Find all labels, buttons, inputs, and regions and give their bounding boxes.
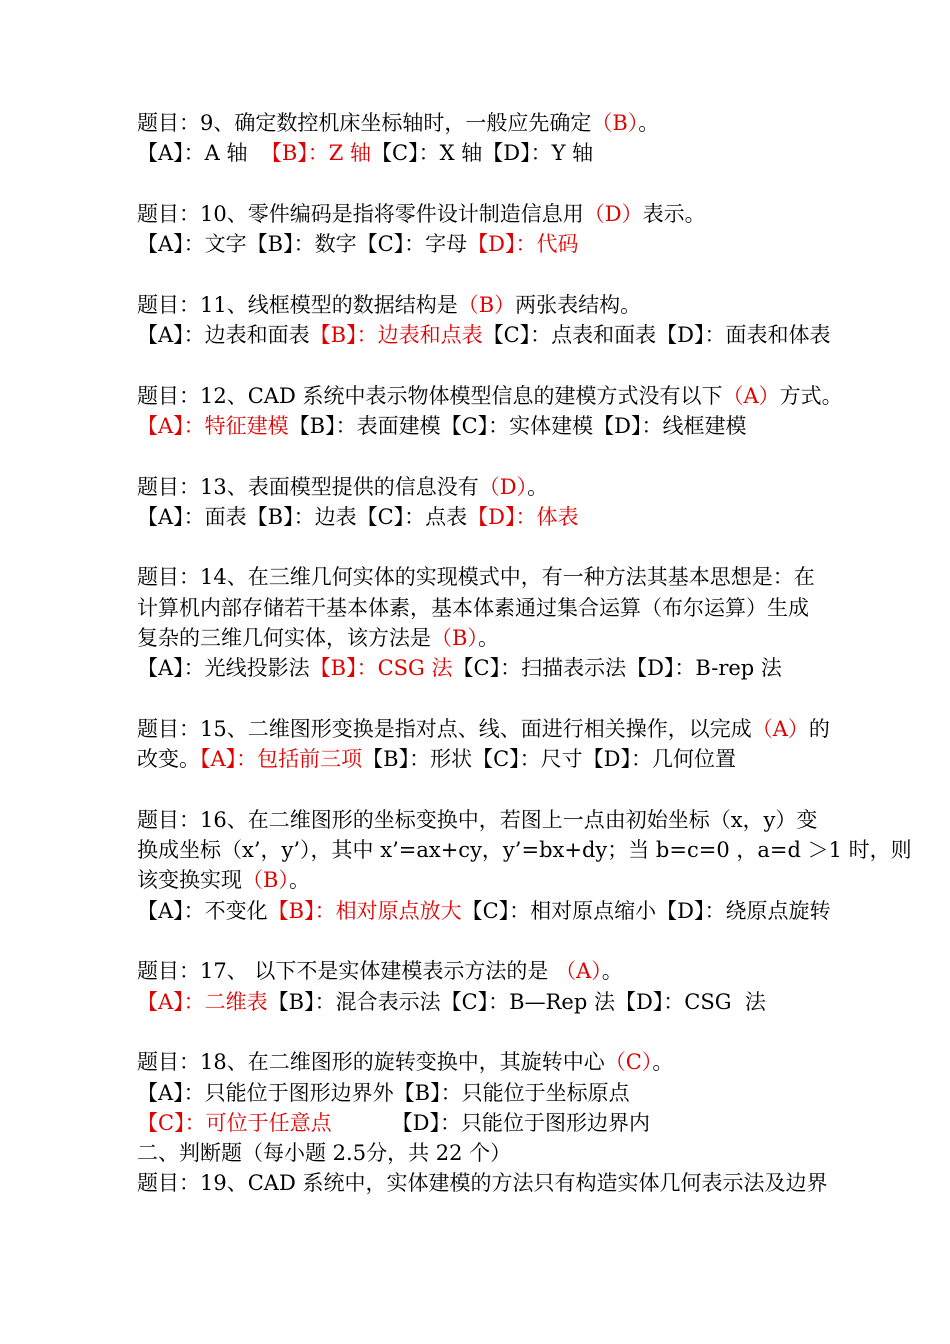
text-line <box>137 623 867 653</box>
answer-highlight: 【A】：特征建模 <box>137 413 289 438</box>
answer-highlight: （A） <box>751 716 809 741</box>
answer-highlight: 【A】：包括前三项 <box>200 747 363 772</box>
text-segment: 【C】：X 轴【D】：Y 轴 <box>371 141 594 166</box>
text-segment: 题目：16、在二维图形的坐标变换中，若图上一点由初始坐标（x，y）变 <box>137 807 818 832</box>
text-segment: 【A】：不变化 <box>137 898 268 923</box>
text-segment: 。 <box>652 1050 674 1075</box>
text-segment: 换成坐标（x’，y’），其中 x’=ax+cy，y’=bx+dy；当 b=c=0 ，a=d ＞1 时，则 <box>137 838 912 863</box>
text-segment: 【A】：只能位于图形边界外【B】：只能位于坐标原点 <box>137 1080 630 1105</box>
blank-line <box>137 775 867 805</box>
text-segment: 。 <box>638 111 660 135</box>
text-segment: 复杂的三维几何实体，该方法是 <box>137 626 431 651</box>
answer-highlight: （D） <box>478 474 528 499</box>
text-line <box>137 411 867 441</box>
text-line <box>137 744 867 774</box>
text-segment: 两张表结构。 <box>515 292 642 317</box>
text-segment: 【B】：表面建模【C】：实体建模【D】：线框建模 <box>288 413 747 438</box>
answer-highlight: 【B】：相对原点放大 <box>267 898 462 923</box>
text-segment: 【C】：扫描表示法【D】：B-rep 法 <box>452 656 782 681</box>
text-segment: 题目：17、 以下不是实体建模表示方法的是 <box>137 959 556 984</box>
answer-highlight: 【B】：Z 轴 <box>260 141 372 166</box>
blank-line <box>137 350 867 380</box>
text-line <box>137 1108 867 1138</box>
text-segment: 题目：13、表面模型提供的信息没有 <box>137 474 479 499</box>
answer-highlight: 【C】：可位于任意点 <box>137 1110 332 1135</box>
blank-line <box>137 926 867 956</box>
text-line <box>137 562 867 592</box>
text-segment: 二、判断题（每小题 2.5分，共 22 个） <box>137 1141 512 1166</box>
text-line <box>137 199 867 229</box>
text-line <box>137 381 867 411</box>
answer-highlight: （A） <box>555 959 602 984</box>
text-segment: 题目：10、零件编码是指将零件设计制造信息用 <box>137 201 584 226</box>
text-segment: 表示。 <box>642 201 706 226</box>
text-line <box>137 593 867 623</box>
text-line <box>137 1047 867 1077</box>
blank-line <box>137 169 867 199</box>
answer-highlight: （D） <box>583 201 643 226</box>
text-segment: 的 <box>808 716 830 741</box>
text-line <box>137 138 867 168</box>
blank-line <box>137 684 867 714</box>
text-segment: 【D】：只能位于图形边界内 <box>331 1110 650 1135</box>
text-line <box>137 1138 867 1168</box>
answer-highlight: （B） <box>242 868 289 893</box>
text-line <box>137 956 867 986</box>
text-segment: 【B】：形状【C】：尺寸【D】：几何位置 <box>362 747 737 772</box>
text-line <box>137 653 867 683</box>
text-line <box>137 1168 867 1198</box>
text-segment: 。 <box>477 626 499 651</box>
text-segment: 改变。 <box>137 747 200 772</box>
answer-highlight: 【D】：体表 <box>467 504 579 529</box>
text-segment: 。 <box>601 959 623 984</box>
text-line <box>137 987 867 1017</box>
text-segment: 。 <box>288 868 310 893</box>
blank-line <box>137 441 867 471</box>
text-line <box>137 229 867 259</box>
text-segment: 【C】：相对原点缩小【D】：绕原点旋转 <box>461 898 831 923</box>
text-segment: 【A】：面表【B】：边表【C】：点表 <box>137 504 468 529</box>
answer-highlight: （B） <box>431 626 478 651</box>
text-segment: 【B】：混合表示法【C】：B—Rep 法【D】：CSG 法 <box>267 989 766 1014</box>
text-segment: 【C】：点表和面表【D】：面表和体表 <box>482 323 831 348</box>
text-line <box>137 1078 867 1108</box>
text-line <box>137 835 912 865</box>
text-line <box>137 865 867 895</box>
text-line <box>137 502 867 532</box>
answer-highlight: （B） <box>457 292 516 317</box>
text-segment: 题目：19、CAD 系统中，实体建模的方法只有构造实体几何表示法及边界 <box>137 1171 828 1196</box>
text-segment: 题目：12、CAD 系统中表示物体模型信息的建模方式没有以下 <box>137 383 723 408</box>
text-segment: 题目：11、线框模型的数据结构是 <box>137 292 458 317</box>
text-line <box>137 108 867 138</box>
text-segment: 。 <box>527 474 549 499</box>
answer-highlight: （A） <box>722 383 780 408</box>
text-segment: 计算机内部存储若干基本体素，基本体素通过集合运算（布尔运算）生成 <box>137 595 809 620</box>
answer-highlight: 【B】：边表和点表 <box>309 323 483 348</box>
blank-line <box>137 532 867 562</box>
text-segment: 该变换实现 <box>137 868 242 893</box>
text-line <box>137 320 867 350</box>
text-segment: 题目：15、二维图形变换是指对点、线、面进行相关操作，以完成 <box>137 716 752 741</box>
document-page <box>137 108 912 1199</box>
text-line <box>137 714 867 744</box>
answer-highlight: 【D】：代码 <box>467 232 579 257</box>
answer-highlight: 【A】：二维表 <box>137 989 268 1014</box>
text-segment: 方式。 <box>779 383 843 408</box>
text-segment: 【A】：边表和面表 <box>137 323 310 348</box>
text-segment: 题目：14、在三维几何实体的实现模式中，有一种方法其基本思想是：在 <box>137 565 815 590</box>
text-line <box>137 290 867 320</box>
answer-highlight: （B） <box>591 111 639 135</box>
text-segment: 题目：18、在二维图形的旋转变换中，其旋转中心 <box>137 1050 605 1075</box>
text-segment: 【A】：光线投影法 <box>137 656 310 681</box>
blank-line <box>137 1017 867 1047</box>
text-segment: 【A】：A 轴 <box>137 141 261 166</box>
blank-line <box>137 259 867 289</box>
text-segment: 题目：9、确定数控机床坐标轴时，一般应先确定 <box>137 111 592 135</box>
text-line <box>137 472 867 502</box>
text-line <box>137 805 867 835</box>
text-line <box>137 896 867 926</box>
answer-highlight: 【B】：CSG 法 <box>309 656 453 681</box>
text-segment: 【A】：文字【B】：数字【C】：字母 <box>137 232 468 257</box>
answer-highlight: （C） <box>604 1050 653 1075</box>
